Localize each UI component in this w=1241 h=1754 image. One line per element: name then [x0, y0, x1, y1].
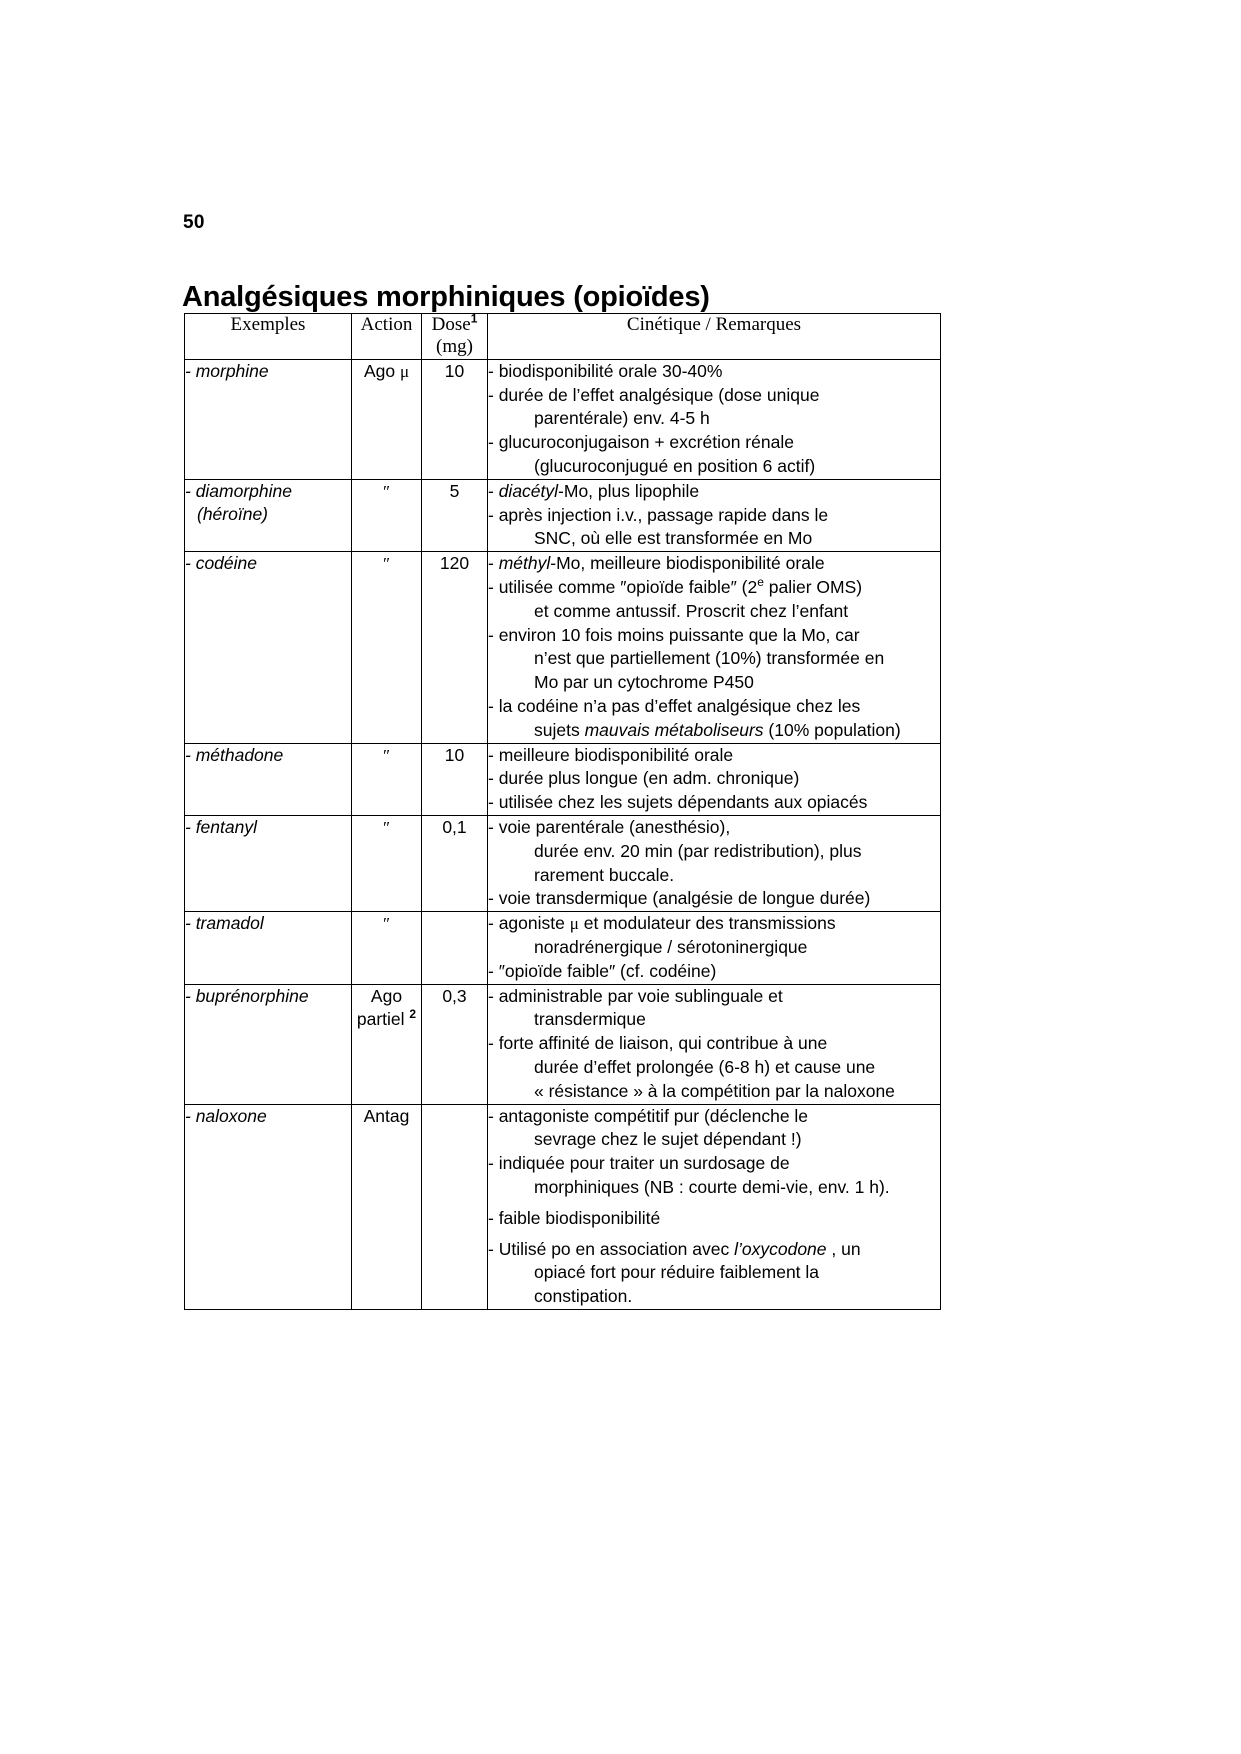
page-number: 50 — [183, 212, 205, 233]
action-cell: Ago μ — [352, 359, 422, 479]
remark-continuation: rarement buccale. — [534, 864, 675, 885]
remark-continuation: durée env. 20 min (par redistribution), plus — [534, 840, 862, 861]
remark-continuation: constipation. — [534, 1286, 633, 1307]
remark-continuation: (glucuroconjugué en position 6 actif) — [534, 456, 816, 476]
remark-continuation: et comme antussif. Proscrit chez l’enfant — [534, 600, 849, 621]
action-cell: Antag — [352, 1104, 422, 1309]
remark-continuation: Mo par un cytochrome P450 — [534, 672, 754, 693]
remark-item: - biodisponibilité orale 30-40% — [488, 360, 723, 381]
drug-name: - méthadone — [185, 744, 284, 765]
remark-item: - après injection i.v., passage rapide dans le SNC, où elle est transformée en Mo — [488, 504, 940, 552]
remark-item: - administrable par voie sublinguale et transdermique — [488, 985, 940, 1033]
ordinal-superscript: e — [757, 575, 764, 590]
remark-item: - durée de l’effet analgésique (dose unique parentérale) env. 4-5 h — [488, 384, 940, 432]
remark-item: - agoniste μ et modulateur des transmissions noradrénergique / sérotoninergique — [488, 912, 940, 960]
table-header-row — [185, 314, 941, 360]
remark-item: - ″opioïde faible″ (cf. codéine) — [488, 960, 717, 981]
remark-item: - Utilisé po en association avec l’oxycodone , un opiacé fort pour réduire faiblement la constipation. — [488, 1238, 940, 1309]
remark-continuation: parentérale) env. 4-5 h — [534, 408, 710, 429]
action-cell — [352, 743, 422, 815]
remark-continuation: noradrénergique / sérotoninergique — [534, 936, 808, 957]
dose-cell: 10 — [422, 743, 488, 815]
dose-cell — [422, 1104, 488, 1309]
remark-continuation: morphiniques (NB : courte demi-vie, env. 1 h). — [534, 1176, 890, 1197]
remarks-list — [488, 816, 940, 911]
remarks-cell — [488, 984, 941, 1104]
dose-cell — [422, 912, 488, 984]
drug-name: - tramadol — [185, 913, 264, 934]
column-header-remarks: Cinétique / Remarques — [488, 314, 941, 360]
remark-item: - utilisée comme ″opioïde faible″ (2e palier OMS) et comme antussif. Proscrit chez l’enfant — [488, 576, 940, 624]
action-cell: Ago partiel $^2$ — [352, 984, 422, 1104]
remark-continuation: SNC, où elle est transformée en Mo — [534, 528, 813, 549]
remark-item: - méthyl-Mo, meilleure biodisponibilité orale — [488, 553, 825, 574]
ditto-mark: ″ — [382, 554, 391, 574]
table-row — [185, 912, 941, 984]
remarks-list — [488, 744, 940, 815]
column-header-dose — [422, 311, 488, 360]
dose-cell: 0,3 — [422, 984, 488, 1104]
mu-symbol: μ — [399, 361, 410, 381]
dose-cell: 10 — [422, 359, 488, 479]
remarks-cell — [488, 743, 941, 815]
action-cell — [352, 552, 422, 743]
column-header-examples: Exemples — [185, 314, 352, 360]
remark-item: - faible biodisponibilité — [488, 1207, 661, 1228]
action-footnote-marker: 2 — [409, 1006, 417, 1021]
remarks-list — [488, 912, 940, 983]
remark-item: - forte affinité de liaison, qui contribue à une durée d’effet prolongée (6-8 h) et cause une « résistance » à la compétition par la naloxone — [488, 1032, 940, 1103]
table-row — [185, 479, 941, 551]
page-title: Analgésiques morphiniques (opioïdes) — [182, 281, 710, 314]
remark-item: - glucuroconjugaison + excrétion rénale (glucuroconjugué en position 6 actif) — [488, 431, 940, 479]
drug-name-cell — [185, 359, 352, 479]
remark-continuation: sujets mauvais métaboliseurs (10% population) — [534, 719, 901, 740]
remark-continuation: durée d’effet prolongée (6-8 h) et cause une — [534, 1056, 876, 1077]
ditto-mark: ″ — [382, 817, 391, 837]
drug-name: - buprénorphine — [185, 985, 309, 1006]
remark-item: - durée plus longue (en adm. chronique) — [488, 768, 800, 789]
mu-symbol: μ — [569, 914, 579, 934]
drug-name-cell — [185, 984, 352, 1104]
drug-name: - diamorphine — [185, 480, 292, 501]
drug-name: - naloxone — [185, 1105, 267, 1126]
column-header-action: Action — [352, 314, 422, 360]
remarks-cell — [488, 815, 941, 911]
dose-header-unit: (mg) — [436, 336, 473, 358]
remark-item: - meilleure biodisponibilité orale — [488, 744, 734, 765]
ditto-mark: ″ — [382, 914, 391, 934]
table-row — [185, 552, 941, 743]
remark-item: - utilisée chez les sujets dépendants aux opiacés — [488, 792, 868, 813]
drug-name-cell — [185, 479, 352, 551]
dose-cell: 0,1 — [422, 815, 488, 911]
remark-continuation: sevrage chez le sujet dépendant !) — [534, 1129, 802, 1150]
dose-header-label: Dose$^1$ — [431, 311, 478, 335]
remark-item: - voie parentérale (anesthésio), durée env. 20 min (par redistribution), plus rarement buccale. — [488, 816, 940, 887]
table-row — [185, 815, 941, 911]
table-row — [185, 359, 941, 479]
action-cell — [352, 479, 422, 551]
drug-name: - fentanyl — [185, 816, 257, 837]
remarks-cell — [488, 359, 941, 479]
remark-continuation: opiacé fort pour réduire faiblement la — [534, 1262, 820, 1283]
table-row — [185, 1104, 941, 1309]
remarks-list — [488, 1105, 940, 1309]
remark-continuation: n’est que partiellement (10%) transformée en — [534, 648, 885, 669]
remark-item: - diacétyl-Mo, plus lipophile — [488, 480, 700, 501]
remarks-cell — [488, 1104, 941, 1309]
remarks-list — [488, 552, 940, 742]
drug-name-cell — [185, 743, 352, 815]
opioid-analgesics-table — [184, 313, 941, 1310]
table-body — [185, 359, 941, 1309]
drug-name-cell — [185, 912, 352, 984]
remark-item: - antagoniste compétitif pur (déclenche le sevrage chez le sujet dépendant !) — [488, 1105, 940, 1153]
dose-footnote-marker: 1 — [470, 311, 478, 326]
remarks-list — [488, 985, 940, 1104]
table-row — [185, 743, 941, 815]
drug-name: - codéine — [185, 553, 257, 574]
remark-item: - la codéine n’a pas d’effet analgésique chez les sujets mauvais métaboliseurs (10% population) — [488, 695, 940, 743]
remarks-cell — [488, 552, 941, 743]
table-row — [185, 984, 941, 1104]
drug-name-cell — [185, 552, 352, 743]
remark-item: - environ 10 fois moins puissante que la Mo, car n’est que partiellement (10%) transformée en Mo par un cytochrome P450 — [488, 624, 940, 695]
remark-item: - voie transdermique (analgésie de longue durée) — [488, 888, 871, 909]
dose-cell: 120 — [422, 552, 488, 743]
drug-alt-name: (héroïne) — [197, 504, 269, 525]
remarks-cell — [488, 479, 941, 551]
ditto-mark: ″ — [382, 481, 391, 501]
remarks-cell — [488, 912, 941, 984]
ditto-mark: ″ — [382, 745, 391, 765]
dose-cell: 5 — [422, 479, 488, 551]
remarks-list — [488, 480, 940, 551]
drug-name-cell — [185, 1104, 352, 1309]
remark-continuation: transdermique — [534, 1009, 646, 1030]
remark-continuation: « résistance » à la compétition par la naloxone — [534, 1080, 895, 1101]
table-header — [185, 311, 941, 360]
remarks-list — [488, 360, 940, 479]
action-cell — [352, 815, 422, 911]
drug-name: - morphine — [185, 360, 269, 381]
remark-item: - indiquée pour traiter un surdosage de morphiniques (NB : courte demi-vie, env. 1 h). — [488, 1152, 940, 1200]
action-cell — [352, 912, 422, 984]
drug-name-cell — [185, 815, 352, 911]
